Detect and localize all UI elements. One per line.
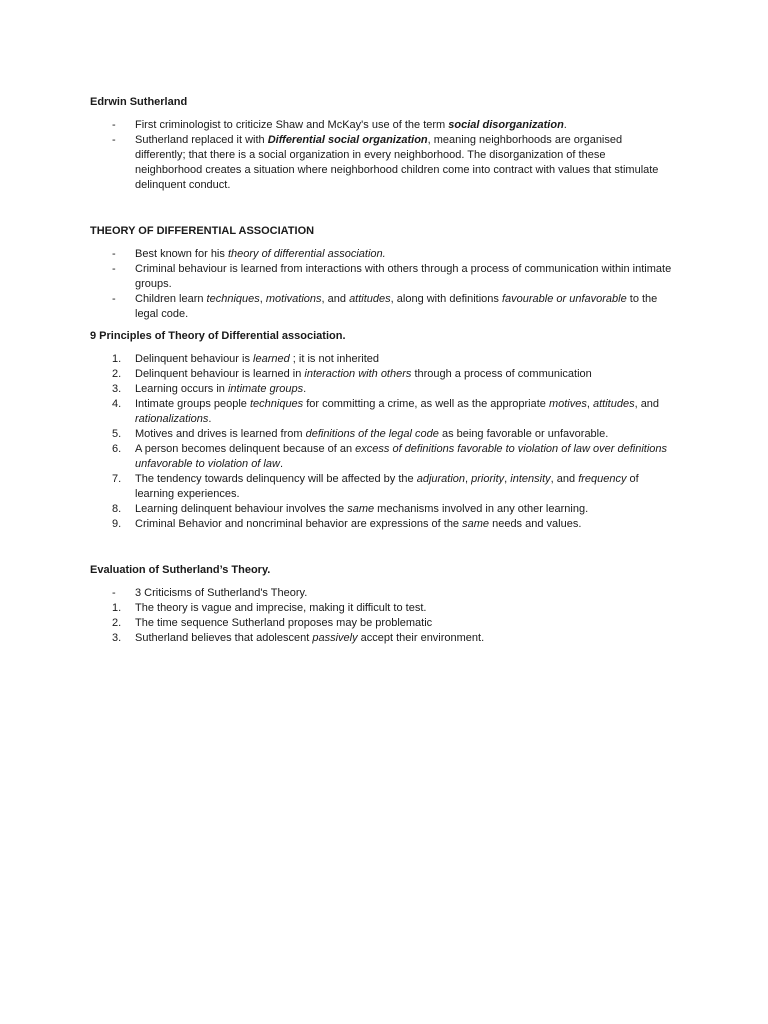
nine-principles-list bbox=[90, 352, 675, 532]
list-item-text: passively bbox=[312, 632, 358, 644]
list-item-text: social disorganization bbox=[448, 119, 564, 131]
list-item-text: interaction with others bbox=[304, 368, 412, 380]
list-item bbox=[90, 367, 675, 382]
list-marker: 6. bbox=[112, 443, 122, 455]
list-item-text: mechanisms involved in any other learning. bbox=[374, 503, 589, 515]
list-item-text: , bbox=[465, 473, 472, 485]
list-item-text: . bbox=[563, 119, 567, 131]
list-item bbox=[90, 631, 675, 646]
sutherland-bullet-list bbox=[90, 118, 675, 193]
list-item-text: attitudes bbox=[592, 398, 635, 410]
differential-association-bullet-list bbox=[90, 247, 675, 322]
list-item-text: for committing a crime, as well as the appropriate bbox=[303, 398, 549, 410]
list-item-text: , along with definitions bbox=[390, 293, 502, 305]
list-item-text: Criminal Behavior and noncriminal behavior are expressions of the bbox=[135, 518, 463, 530]
list-marker: - bbox=[112, 293, 116, 305]
list-item-text: to the legal code. bbox=[135, 293, 658, 320]
list-marker: 7. bbox=[112, 473, 122, 485]
list-item bbox=[90, 382, 675, 397]
list-marker: - bbox=[112, 119, 116, 131]
section-heading-sutherland: Edrwin Sutherland bbox=[90, 96, 188, 108]
list-item bbox=[90, 262, 675, 292]
list-item-text: , bbox=[259, 293, 266, 305]
list-item-text: motivations bbox=[265, 293, 322, 305]
list-marker: - bbox=[112, 248, 116, 260]
list-item-text: , bbox=[504, 473, 511, 485]
list-item-text: techniques bbox=[249, 398, 304, 410]
list-marker: 2. bbox=[112, 617, 122, 629]
list-item-text: intimate groups bbox=[227, 383, 304, 395]
list-item-text: First criminologist to criticize Shaw and McKay's use of the term bbox=[135, 119, 449, 131]
list-item bbox=[90, 517, 675, 532]
list-item-text: , bbox=[586, 398, 593, 410]
list-item-text: needs and values. bbox=[489, 518, 582, 530]
list-marker: 8. bbox=[112, 503, 122, 515]
section-heading-nine-principles: 9 Principles of Theory of Differential association. bbox=[90, 330, 346, 342]
list-item-text: , and bbox=[634, 398, 660, 410]
list-marker: 3. bbox=[112, 383, 122, 395]
list-item-text: definitions of the legal code bbox=[305, 428, 439, 440]
list-item bbox=[90, 472, 675, 502]
section-heading-differential-association: THEORY OF DIFFERENTIAL ASSOCIATION bbox=[90, 225, 315, 237]
list-item-text: ; it is not inherited bbox=[289, 353, 380, 365]
list-item bbox=[90, 133, 675, 193]
list-item-text: rationalizations bbox=[135, 413, 209, 425]
list-item-text: Differential social organization bbox=[267, 134, 428, 146]
list-item-text: The tendency towards delinquency will be affected by the bbox=[135, 473, 417, 485]
list-item-text: The time sequence Sutherland proposes may be problematic bbox=[135, 617, 433, 629]
list-item-text: A person becomes delinquent because of an bbox=[135, 443, 356, 455]
list-item-text: intensity bbox=[510, 473, 551, 485]
list-item-text: Motives and drives is learned from bbox=[135, 428, 306, 440]
list-item-text: Criminal behaviour is learned from interactions with others through a process of communication within intimate groups. bbox=[135, 263, 672, 290]
document-page bbox=[90, 95, 675, 646]
list-item bbox=[90, 616, 675, 631]
list-item-text: through a process of communication bbox=[411, 368, 592, 380]
list-item-text: learned bbox=[253, 353, 290, 365]
list-item-text: favourable or unfavorable bbox=[501, 293, 627, 305]
list-marker: - bbox=[112, 134, 116, 146]
list-item-text: Children learn bbox=[135, 293, 207, 305]
list-item bbox=[90, 352, 675, 367]
list-item-text: , and bbox=[550, 473, 579, 485]
evaluation-list bbox=[90, 586, 675, 646]
list-item-text: . bbox=[208, 413, 212, 425]
list-item-text: Learning occurs in bbox=[135, 383, 228, 395]
list-item-text: motives bbox=[548, 398, 587, 410]
list-item-text: same bbox=[462, 518, 490, 530]
list-item-text: , and bbox=[321, 293, 350, 305]
list-item-text: excess of definitions favorable to violation of law over definitions unfavorable to violation of law bbox=[135, 443, 667, 470]
list-item-text: frequency bbox=[578, 473, 627, 485]
list-marker: 1. bbox=[112, 353, 122, 365]
list-marker: 1. bbox=[112, 602, 122, 614]
list-item-text: Learning delinquent behaviour involves the bbox=[135, 503, 348, 515]
list-item bbox=[90, 247, 675, 262]
list-item-text: , meaning neighborhoods are organised differently; that there is a social organization in every neighborhood. The disorganization of these neighborhood creates a situation where neighborhood children come into contract with values that stimulate delinquent conduct. bbox=[135, 134, 659, 191]
list-item-text: adjuration bbox=[416, 473, 466, 485]
list-item-text: Sutherland believes that adolescent bbox=[135, 632, 313, 644]
list-item bbox=[90, 118, 675, 133]
list-item-text: techniques bbox=[206, 293, 260, 305]
list-item-text: Intimate groups people bbox=[135, 398, 250, 410]
list-marker: 3. bbox=[112, 632, 122, 644]
list-item bbox=[90, 502, 675, 517]
list-item bbox=[90, 586, 675, 601]
list-item-text: Best known for his bbox=[135, 248, 228, 260]
list-item bbox=[90, 292, 675, 322]
list-item-text: same bbox=[347, 503, 375, 515]
list-item bbox=[90, 427, 675, 442]
list-marker: - bbox=[112, 587, 116, 599]
list-item-text: of learning experiences. bbox=[135, 473, 639, 500]
list-item-text: The theory is vague and imprecise, making it difficult to test. bbox=[135, 602, 427, 614]
list-item-text: attitudes bbox=[349, 293, 391, 305]
list-item bbox=[90, 442, 675, 472]
list-item-text: theory of differential association. bbox=[227, 248, 386, 260]
list-item-text: accept their environment. bbox=[357, 632, 485, 644]
list-item-text: priority bbox=[471, 473, 505, 485]
list-item-text: as being favorable or unfavorable. bbox=[438, 428, 609, 440]
list-item-text: Delinquent behaviour is learned in bbox=[135, 368, 305, 380]
list-marker: 9. bbox=[112, 518, 122, 530]
list-marker: 5. bbox=[112, 428, 122, 440]
section-heading-evaluation: Evaluation of Sutherland’s Theory. bbox=[90, 564, 271, 576]
list-item-text: Sutherland replaced it with bbox=[135, 134, 268, 146]
list-item-text: 3 Criticisms of Sutherland's Theory. bbox=[135, 587, 308, 599]
list-marker: 4. bbox=[112, 398, 122, 410]
list-item-text: . bbox=[279, 458, 283, 470]
list-marker: - bbox=[112, 263, 116, 275]
list-item bbox=[90, 397, 675, 427]
list-item bbox=[90, 601, 675, 616]
list-item-text: . bbox=[303, 383, 307, 395]
list-item-text: Delinquent behaviour is bbox=[135, 353, 254, 365]
list-marker: 2. bbox=[112, 368, 122, 380]
